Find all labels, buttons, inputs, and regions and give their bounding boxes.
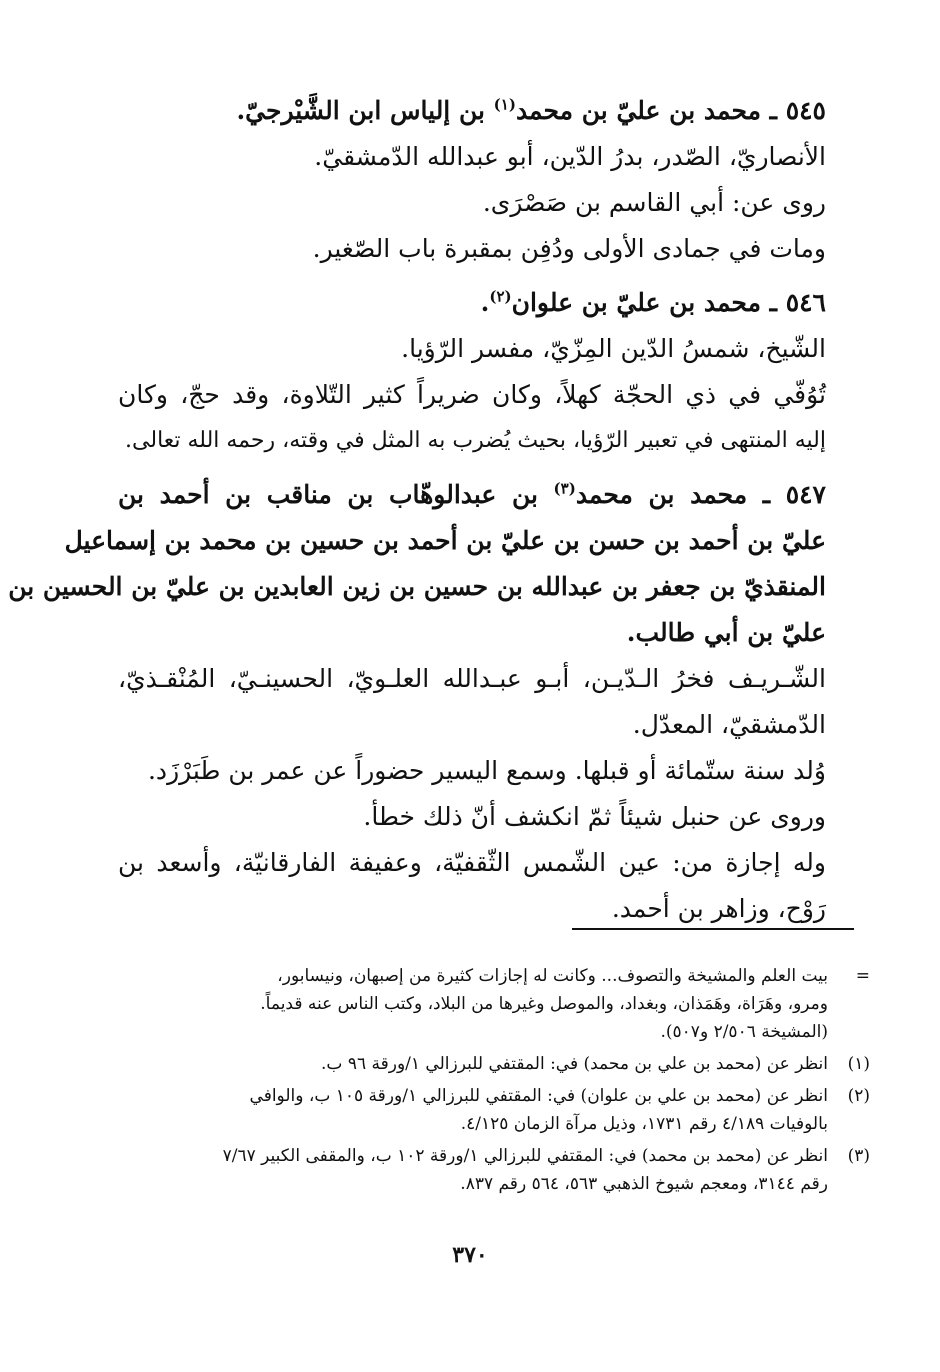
entry-heading	[118, 280, 826, 326]
footnote-reference[interactable]: (١)	[493, 95, 516, 114]
entry-title-rest: بن إلياس ابن الشَّيْرجيّ.	[236, 96, 494, 125]
footnote-line: انظر عن (محمد بن علي بن محمد) في: المقتفي للبرزالي ١/ورقة ٩٦ ب.	[321, 1054, 828, 1074]
footnote-line: بالوفيات ٤/١٨٩ رقم ١٧٣١، وذيل مرآة الزمان ٤/١٢٥.	[460, 1114, 828, 1134]
footnote-body	[118, 962, 828, 1046]
entry-line: الدّمشقيّ، المعدّل.	[632, 710, 826, 739]
entry-line: وله إجازة من: عين الشّمس الثّقفيّة، وعفيفة الفارقانيّة، وأسعد بن	[118, 848, 826, 877]
footnote-separator	[572, 928, 854, 930]
footnote-line: ومرو، وهَرَاة، وهَمَذان، وبغداد، والموصل وغيرها من البلاد، وكتب الناس عنه قديماً.	[260, 994, 828, 1014]
footnote-marker: (٣)	[847, 1146, 870, 1166]
entry-line: إليه المنتهى في تعبير الرّؤيا، بحيث يُضرب به المثل في وقته، رحمه الله تعالى.	[125, 428, 826, 453]
footnotes	[118, 962, 870, 1202]
entry-heading-line: عليّ بن أحمد بن حسن بن عليّ بن أحمد بن حسين بن محمد بن إسماعيل	[64, 526, 826, 555]
entry-heading-line: المنقذيّ بن جعفر بن عبدالله بن حسين بن زين العابدين بن عليّ بن الحسين بن	[8, 572, 826, 601]
footnote-reference[interactable]: (٣)	[553, 479, 576, 498]
footnote-body	[118, 1082, 828, 1138]
entry-title-rest: بن عبدالوهّاب بن مناقب بن أحمد بن	[118, 480, 554, 509]
footnote-body	[118, 1050, 828, 1078]
main-text	[8, 88, 826, 940]
entry-line: وُلد سنة ستّمائة أو قبلها. وسمع اليسير حضوراً عن عمر بن طَبَرْزَد.	[147, 756, 826, 785]
biography-entry-546	[118, 280, 826, 464]
entry-line: رَوْح، وزاهر بن أحمد.	[611, 894, 826, 923]
footnote-reference[interactable]: (٢)	[489, 287, 512, 306]
entry-heading-line: عليّ بن أبي طالب.	[626, 618, 826, 647]
footnote-marker: (٢)	[847, 1086, 870, 1106]
footnote-line: (المشيخة ٢/٥٠٦ و٥٠٧).	[660, 1022, 828, 1042]
footnote-marker: =	[855, 966, 870, 986]
footnote-3	[118, 1142, 870, 1198]
entry-heading	[118, 472, 826, 518]
footnote-line: بيت العلم والمشيخة والتصوف... وكانت له إجازات كثيرة من إصبهان، ونيسابور،	[277, 966, 828, 986]
entry-title: ٥٤٧ ـ محمد بن محمد	[575, 480, 826, 509]
footnote-continued	[118, 962, 870, 1046]
entry-title: ٥٤٥ ـ محمد بن عليّ بن محمد	[515, 96, 826, 125]
entry-line: الشّـريـف فخرُ الـدّيـن، أبـو عبـدالله العلـويّ، الحسينـيّ، المُنْقـذيّ،	[118, 664, 826, 693]
entry-title-rest: .	[480, 288, 490, 317]
entry-line: ومات في جمادى الأولى ودُفِن بمقبرة باب الصّغير.	[312, 234, 826, 263]
entry-line: الشّيخ، شمسُ الدّين المِزّيّ، مفسر الرّؤيا.	[401, 334, 826, 363]
footnote-body	[118, 1142, 828, 1198]
entry-line: تُوُفّي في ذي الحجّة كهلاً، وكان ضريراً كثير التّلاوة، وقد حجّ، وكان	[118, 380, 826, 409]
entry-title: ٥٤٦ ـ محمد بن عليّ بن علوان	[511, 288, 826, 317]
biography-entry-547	[8, 472, 826, 932]
entry-line: وروى عن حنبل شيئاً ثمّ انكشف أنّ ذلك خطأ.	[363, 802, 826, 831]
page-number: ٣٧٠	[452, 1242, 488, 1268]
footnote-line: انظر عن (محمد بن محمد) في: المقتفي للبرزالي ١/ورقة ١٠٢ ب، والمقفى الكبير ٧/٦٧	[222, 1146, 828, 1166]
footnote-line: رقم ٣١٤٤، ومعجم شيوخ الذهبي ٥٦٣، ٥٦٤ رقم ٨٣٧.	[460, 1174, 828, 1194]
entry-heading	[118, 88, 826, 134]
footnote-1	[118, 1050, 870, 1078]
footnote-2	[118, 1082, 870, 1138]
entry-line: روى عن: أبي القاسم بن صَصْرَى.	[482, 188, 826, 217]
entry-line: الأنصاريّ، الصّدر، بدرُ الدّين، أبو عبدالله الدّمشقيّ.	[314, 142, 826, 171]
biography-entry-545	[118, 88, 826, 272]
footnote-line: انظر عن (محمد بن علي بن علوان) في: المقتفي للبرزالي ١/ورقة ١٠٥ ب، والوافي	[249, 1086, 828, 1106]
footnote-marker: (١)	[847, 1054, 870, 1074]
